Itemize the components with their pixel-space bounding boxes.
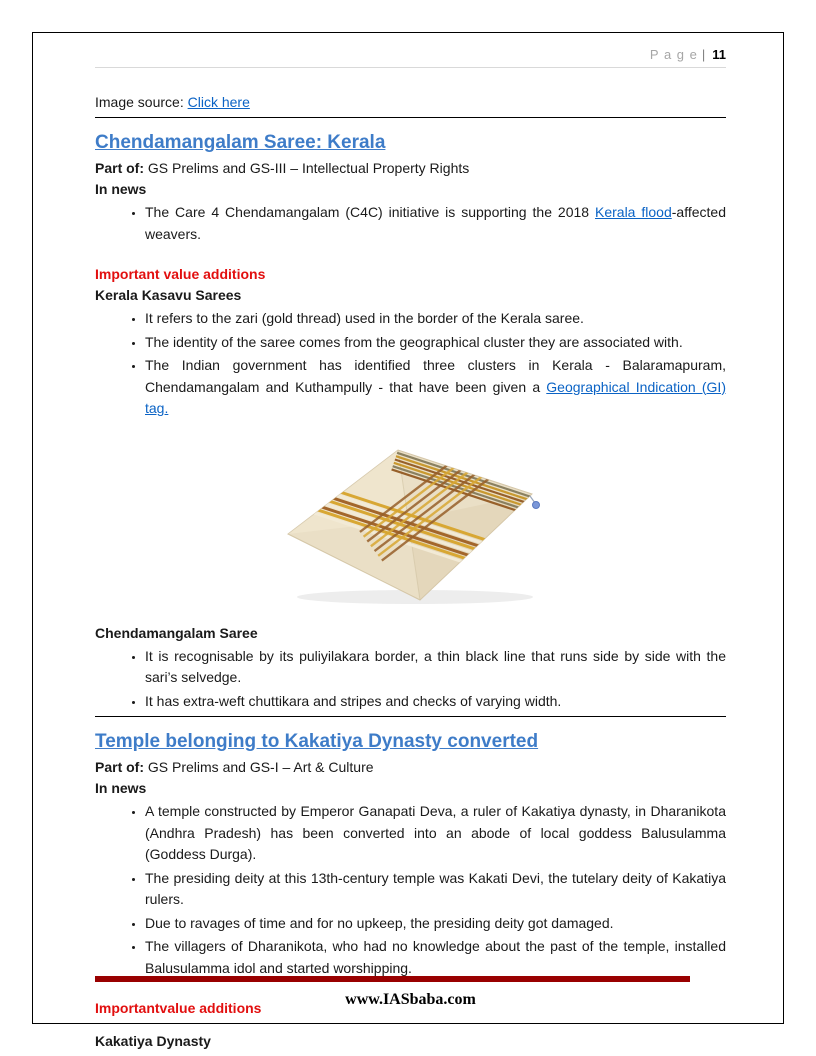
bullet-text: It refers to the zari (gold thread) used in the border of the Kerala saree.: [145, 310, 584, 326]
value-additions-label: Importantvalue additions: [95, 1000, 262, 1016]
section-divider-rule: [95, 716, 726, 717]
bullet-item: [145, 332, 726, 354]
bullet-text: A temple constructed by Emperor Ganapati Deva, a ruler of Kakatiya dynasty, in Dharanikota (Andhra Pradesh) has been converted into an abode of local goddess Balusulamma (Goddess Durga).: [145, 803, 726, 862]
bullet-text: The Indian government has identified three clusters in Kerala - Balaramapuram, Chendamangalam and Kuthampully - that have been given a: [145, 357, 726, 395]
kasavu-bullet-list: [95, 308, 726, 420]
page-footer: [95, 976, 726, 1009]
bullet-item: [145, 801, 726, 866]
bullet-item: [145, 868, 726, 911]
header-rule: [95, 67, 726, 68]
part-of-line: [95, 159, 726, 177]
in-news-bullet-list: [95, 801, 726, 979]
spacer: [95, 1017, 726, 1029]
saree-photo: [280, 436, 542, 604]
subsection-title-kerala-kasavu: Kerala Kasavu Sarees: [95, 287, 242, 303]
subsection-title-chendamangalam: Chendamangalam Saree: [95, 624, 258, 641]
bullet-item: [145, 355, 726, 420]
kerala-flood-link[interactable]: Kerala flood: [595, 204, 672, 220]
footer-red-rule: [95, 976, 690, 982]
bullet-text: It is recognisable by its puliyilakara border, a thin black line that runs side by side with the sari’s selvedge.: [145, 647, 726, 685]
bullet-item: [145, 202, 726, 245]
page-header: [95, 47, 726, 67]
value-additions-label: Important value additions: [95, 266, 266, 282]
page-content: [33, 33, 783, 1050]
bullet-text: The presiding deity at this 13th-century temple was Kakati Devi, the tutelary deity of Kakatiya rulers.: [145, 869, 726, 907]
saree-tag: [530, 496, 540, 509]
bullet-item: [145, 913, 726, 935]
page-number: 11: [712, 47, 726, 62]
section-heading-link[interactable]: Chendamangalam Saree: Kerala: [95, 132, 386, 153]
image-source-line: [95, 94, 726, 118]
bullet-text: -affected weavers.: [145, 204, 726, 242]
image-source-link[interactable]: Click here: [187, 94, 250, 110]
part-of-text: GS Prelims and GS-I – Art & Culture: [147, 759, 374, 775]
in-news-bullet-list: [95, 202, 726, 245]
part-of-text: GS Prelims and GS-III – Intellectual Property Rights: [147, 160, 470, 176]
in-news-label: In news: [95, 780, 147, 796]
bullet-text: The villagers of Dharanikota, who had no knowledge about the past of the temple, installed Balusulamma idol and started worshipping.: [145, 938, 726, 976]
page-border-frame: [32, 32, 784, 1049]
bullet-item: [145, 691, 726, 713]
section-chendamangalam-saree: [95, 132, 726, 717]
bullet-text: It has extra-weft chuttikara and stripes and checks of varying width.: [145, 692, 562, 709]
in-news-label: In news: [95, 181, 147, 197]
footer-site-url: www.IASbaba.com: [345, 991, 476, 1008]
section-heading-link[interactable]: Temple belonging to Kakatiya Dynasty converted: [95, 731, 539, 752]
part-of-label: Part of:: [95, 759, 144, 775]
bullet-text: Due to ravages of time and for no upkeep, the presiding deity got damaged.: [145, 914, 614, 931]
bullet-item: [145, 308, 726, 330]
bullet-item: [145, 936, 726, 979]
image-source-label: Image source:: [95, 94, 184, 110]
bullet-text: The identity of the saree comes from the geographical cluster they are associated with.: [145, 333, 683, 350]
bullet-item: [145, 646, 726, 689]
page-word: P a g e: [649, 47, 698, 62]
page-separator: |: [701, 47, 707, 62]
saree-figure: [280, 436, 542, 604]
kakatiya-dynasty-label: Kakatiya Dynasty: [95, 1033, 211, 1049]
gi-tag-link[interactable]: Geographical Indication (GI) tag.: [145, 378, 726, 416]
chendamangalam-bullet-list: [95, 646, 726, 713]
bullet-text: The Care 4 Chendamangalam (C4C) initiative is supporting the 2018: [145, 204, 595, 220]
part-of-label: Part of:: [95, 160, 144, 176]
part-of-line: [95, 758, 726, 776]
